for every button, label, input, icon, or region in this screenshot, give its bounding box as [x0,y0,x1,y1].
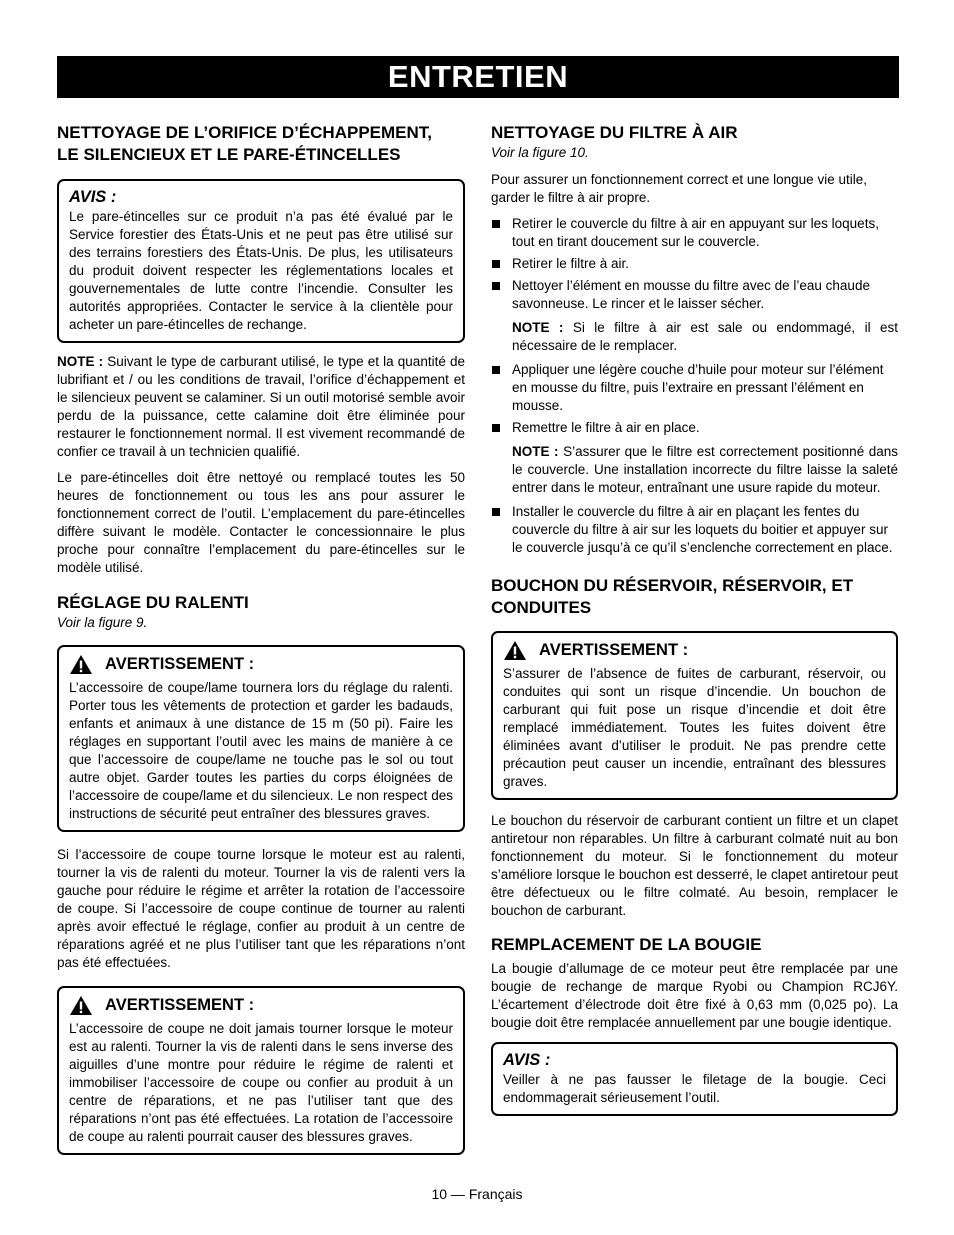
right-column [491,122,898,1126]
section-heading-spark-plug: REMPLACEMENT DE LA BOUGIE [491,935,762,954]
warning-box-idle-rotation [57,986,465,1155]
avis-title: AVIS : [69,188,117,206]
list-item: Remettre le filtre à air en place. [491,419,898,437]
list-item: Appliquer une légère couche d’huile pour moteur sur l’élément en mousse du filtre, puis l’extraire en pressant l’élément en mousse. [491,361,898,415]
list-item: Retirer le filtre à air. [491,255,898,273]
list-item: Nettoyer l’élément en mousse du filtre avec de l’eau chaude savonneuse. Le rincer et le laisser sécher. [491,277,898,313]
list-item: Installer le couvercle du filtre à air en plaçant les fentes du couvercle du filtre à air sur les loquets du boitier et appuyer sur le couvercle jusqu’à ce qu’il s’enclenche correctement en place. [491,503,898,557]
note-air-filter-position: NOTE : S’assurer que le filtre est correctement positionné dans le couvercle. Une installation incorrecte du filtre laisse la saleté entrer dans le moteur, entraînant une usure rapide du moteur. [512,444,899,495]
note-air-filter: NOTE : Si le filtre à air est sale ou endommagé, il est nécessaire de le remplacer. [512,320,898,353]
warning-title: AVERTISSEMENT : [105,996,255,1014]
figure-reference: Voir la figure 9. [57,615,148,630]
figure-reference: Voir la figure 10. [491,145,589,160]
warning-title: AVERTISSEMENT : [105,655,255,673]
section-heading-fuel-tank: BOUCHON DU RÉSERVOIR, RÉSERVOIR, ET CONDUITES [491,576,854,617]
note-paragraph: NOTE : Suivant le type de carburant utilisé, le type et la quantité de lubrifiant et / ou les conditions de travail, l’orifice d’échappement et le silencieux peuvent se calaminer. Si un outil motorisé semble avoir perdu de la puissance, cette calamine doit être éliminée pour restaurer le fonctionnement normal. Il est vivement recommandé de confier ce travail à un technicien qualifié. [57,354,465,459]
warning-text: L’accessoire de coupe/lame tournera lors du réglage du ralenti. Porter tous les vêtements de protection et garder les badauds, enfants et animaux à une distance de 15 m (50 pi). Faire les réglages en supportant l’outil avec les mains de manière à ce que l’accessoire de coupe/lame ne touche pas le sol ou tout autre objet. Garder toutes les parties du corps éloignées de l’accessoire de coupe/lame et du silencieux. Le non respect des instructions de sécurité peut entraîner des blessures graves. [69,680,453,821]
avis-box-spark-plug [491,1042,898,1116]
left-column [57,122,465,1165]
section-heading-exhaust: NETTOYAGE DE L’ORIFICE D’ÉCHAPPEMENT, LE SILENCIEUX ET LE PARE-ÉTINCELLES [57,123,433,164]
warning-box-fuel [491,631,898,800]
avis-text: Le pare-étincelles sur ce produit n’a pas été évalué par le Service forestier des États-Unis et ne peut pas être utilisé sur des terrains forestiers des États-Unis. De plus, les utilisateurs du produit doivent respecter les réglementations locales et gouvernementales de lutte contre l’incendie. Consulter les autorités appropriées. Contacter le service à la clientèle pour acheter un pare-étincelles de rechange. [69,209,453,332]
paragraph-spark-arrestor: Le pare-étincelles doit être nettoyé ou remplacé toutes les 50 heures de fonctionnement ou tous les ans pour assurer le fonctionnement correct de l’outil. L’emplacement du pare-étincelles diffère suivant le modèle. Contacter le concessionnaire le plus proche pour connaître l’emplacement du pare-étincelles sur le modèle utilisé. [57,470,465,575]
page-title-banner [57,56,899,98]
warning-triangle-icon [69,654,93,675]
avis-text: Veiller à ne pas fausser le filetage de la bougie. Ceci endommagerait sérieusement l’outil. [503,1072,886,1105]
warning-triangle-icon [69,995,93,1016]
air-filter-steps-2 [491,361,898,437]
warning-triangle-icon [503,640,527,661]
page-title: ENTRETIEN [387,59,569,94]
paragraph-air-filter-intro: Pour assurer un fonctionnement correct et une longue vie utile, garder le filtre à air propre. [491,172,867,205]
section-heading-air-filter: NETTOYAGE DU FILTRE À AIR [491,123,738,142]
avis-title: AVIS : [503,1051,551,1069]
page-footer: 10 — Français [431,1186,523,1202]
paragraph-spark-plug: La bougie d’allumage de ce moteur peut être remplacée par une bougie de rechange de marque Ryobi ou Champion RCJ6Y. L’écartement d’électrode doit être fixé à 0,63 mm (0,025 po). La bougie doit être remplacée annuellement par une bougie identique. [491,961,898,1030]
warning-text: S’assurer de l’absence de fuites de carburant, réservoir, ou conduites qui sont un risque d’incendie. Un bouchon de carburant qui fuit pose un risque d’incendie et doit être remplacé immédiatement. Toutes les fuites doivent être éliminées avant d’utiliser le produit. Ne pas prendre cette précaution peut causer un incendie, entraînant des blessures graves. [503,666,886,789]
warning-title: AVERTISSEMENT : [539,641,689,659]
warning-text: L’accessoire de coupe ne doit jamais tourner lorsque le moteur est au ralenti. Tourner la vis de ralenti dans le sens inverse des aiguilles d’une montre pour réduire le régime de ralenti et immobiliser l’accessoire de coupe ou confier au produit à un centre de réparations, et ne pas l’utiliser tant que des réparations n’ont pas été effectuées. La rotation de l’accessoire de coupe au ralenti pourrait causer des blessures graves. [69,1021,453,1144]
paragraph-fuel-cap: Le bouchon du réservoir de carburant contient un filtre et un clapet antiretour non réparables. Un filtre à carburant colmaté nuit au bon fonctionnement du moteur. Si le fonctionnement du moteur s’améliore lorsque le bouchon est desserré, le clapet antiretour peut être défectueux ou le filtre colmaté. Au besoin, remplacer le bouchon de carburant. [491,813,898,918]
list-item: Retirer le couvercle du filtre à air en appuyant sur les loquets, tout en tirant doucement sur le couvercle. [491,215,898,251]
air-filter-steps [491,215,898,313]
air-filter-steps-3 [491,503,898,557]
warning-box-idle [57,645,465,832]
avis-box-spark-arrestor [57,179,465,343]
paragraph-idle: Si l’accessoire de coupe tourne lorsque le moteur est au ralenti, tourner la vis de ralenti du moteur. Tourner la vis de ralenti vers la gauche pour réduire le régime et arrêter la rotation de l’accessoire de coupe. Si l’accessoire de coupe continue de tourner au ralenti après avoir effectué le réglage, confier au produit à un centre de réparations agréé et ne plus l’utiliser tant que les réparations n’ont pas été effectuées. [57,847,465,970]
section-heading-idle: RÉGLAGE DU RALENTI [57,593,249,612]
